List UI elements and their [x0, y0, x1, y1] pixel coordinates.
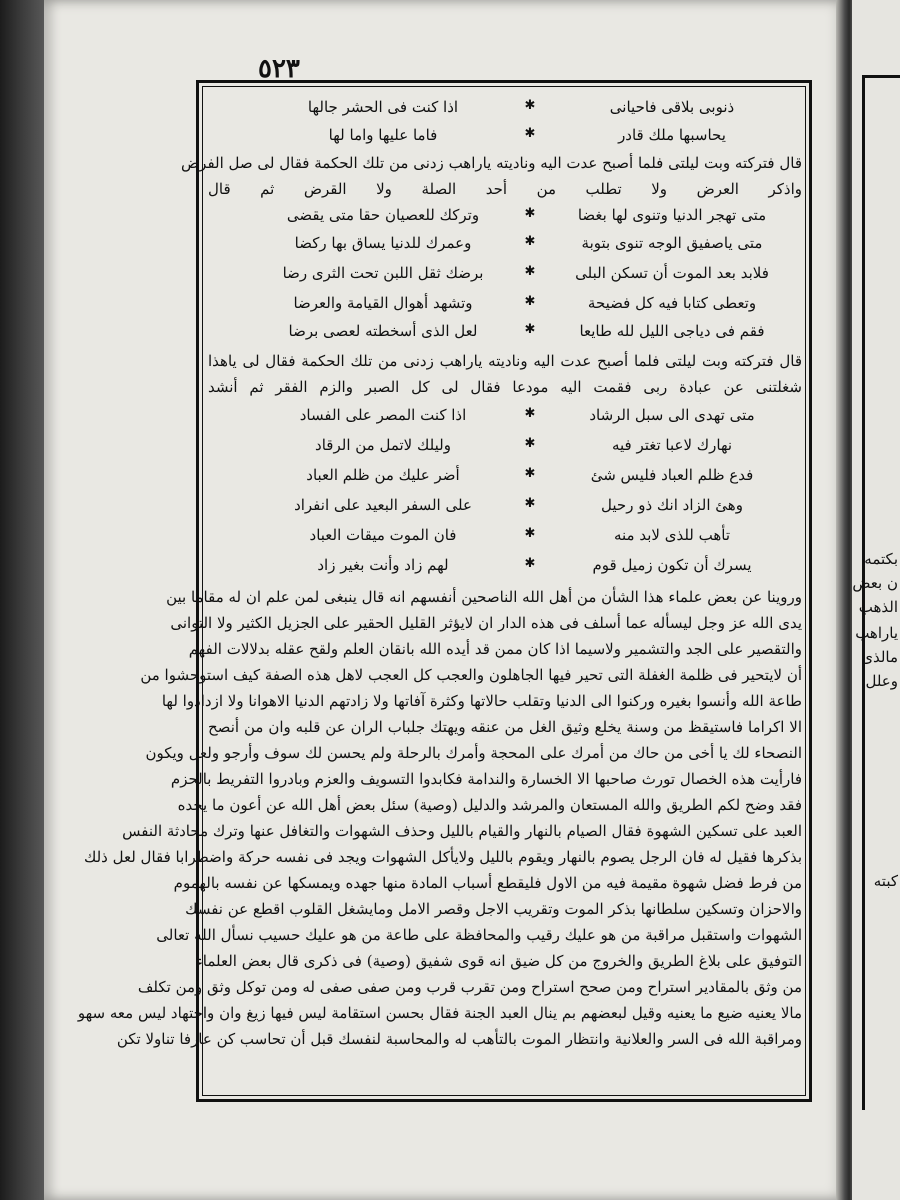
verse-line [208, 556, 802, 580]
verse-hemistich-2: فاما عليها واما لها [328, 126, 438, 144]
next-page-fragment: الذهب [858, 598, 898, 616]
prose-line: قال فتركته وبت ليلتى فلما أصبح عدت اليه وناديته ياراهب زدنى من تلك الحكمة فقال لى ياهذا [208, 352, 802, 370]
book-spine-shadow [0, 0, 46, 1200]
verse-hemistich-2: اذا كنت فى الحشر جالها [307, 98, 459, 116]
verse-hemistich-2: وتشهد أهوال القيامة والعرضا [293, 294, 473, 312]
verse-hemistich-1: متى ياصفيق الوجه تنوى بتوبة [581, 234, 763, 252]
verse-line [208, 526, 802, 550]
next-page-fragment: ياراهب [855, 624, 898, 642]
verse-line [208, 436, 802, 460]
prose-line: والتقصير على الجد والتشمير ولاسيما اذا كان ممن قد أيده الله بانقان العلم ولقح عقله بدلالات الفهم [188, 640, 802, 658]
prose-line: النصحاء لك يا أخى من حاك من أمرك على المحجة وأمرك بالرحلة ولم يحسن لك سوف وأرجو ولعل ويكون [145, 744, 802, 762]
verse-separator-star: ✱ [524, 556, 536, 571]
prose-line: والاحزان وتسكين سلطانها بذكر الموت وتقريب الاجل وقصر الامل ومايشغل القلوب اقطع عن نفسك [185, 900, 802, 918]
next-page-fragment: بكتمه [864, 550, 898, 568]
verse-hemistich-1: ذنوبى بلاقى فاحيانى [609, 98, 735, 116]
verse-hemistich-2: لهم زاد وأنت بغير زاد [317, 556, 449, 574]
prose-line: الشهوات واستقبل مراقبة من هو عليك رقيب والمحافظة على طاعة من هو عليك حسيب نسأل الله تعالى [156, 926, 802, 944]
verse-separator-star: ✱ [524, 206, 536, 221]
verse-hemistich-1: فدع ظلم العباد فليس شئ [590, 466, 754, 484]
prose-line: وروينا عن بعض علماء هذا الشأن من أهل الله الناصحين أنفسهم انه قال ينبغى لمن علم ان له مقاما بين [166, 588, 802, 606]
verse-hemistich-2: على السفر البعيد على انفراد [294, 496, 472, 514]
prose-line: بذكرها فقيل له فان الرجل يصوم بالنهار ويقوم بالليل ولايأكل الشهوات ويجد فى نفسه حركة واضطرابا فقال لعل ذلك [83, 848, 802, 866]
verse-hemistich-1: يحاسبها ملك قادر [618, 126, 726, 144]
prose-line: من فرط فضل شهوة مقيمة فيه من الاول فليقطع أسباب المادة منها جهده ويمسكها عن نفسه بالهموم [173, 874, 802, 892]
prose-line: مالا يعنيه ضيع ما يعنيه وقيل لبعضهم بم ينال العبد الجنة فقال بحسن استقامة ليس فيها زيغ وان واجتهاد ليس معه سهو [77, 1004, 802, 1022]
verse-hemistich-2: وليلك لاتمل من الرقاد [315, 436, 451, 454]
verse-hemistich-1: متى تهدى الى سبل الرشاد [589, 406, 755, 424]
verse-line [208, 206, 802, 230]
verse-separator-star: ✱ [524, 322, 536, 337]
verse-line [208, 322, 802, 346]
verse-hemistich-1: وتعطى كتابا فيه كل فضيحة [587, 294, 757, 312]
verse-hemistich-1: متى تهجر الدنيا وتنوى لها بغضا [577, 206, 767, 224]
verse-hemistich-1: يسرك أن تكون زميل قوم [592, 556, 752, 574]
verse-line [208, 234, 802, 258]
prose-line: ومراقبة الله فى السر والعلانية وانتظار الموت بالتأهب له والمحاسبة لنفسك قبل أن تحاسب كن عارفا تناولا تكن [116, 1030, 802, 1048]
prose-line: العبد على تسكين الشهوة فقال الصيام بالنهار والقيام بالليل وحذف الشهوات والتغافل عنها وترك محادثة النفس [122, 822, 802, 840]
verse-line [208, 406, 802, 430]
verse-separator-star: ✱ [524, 406, 536, 421]
next-page-fragment: كبته [873, 872, 898, 890]
prose-line: واذكر العرض ولا تطلب من أحد الصلة ولا القرض ثم قال [208, 180, 802, 198]
verse-separator-star: ✱ [524, 466, 536, 481]
next-page-edge [852, 0, 900, 1200]
prose-line: فارأيت هذه الخصال تورث صاحبها الا الخسارة والندامة فكابدوا التسويف والعزم وبادروا التفريط بالحزم [170, 770, 802, 788]
verse-separator-star: ✱ [524, 126, 536, 141]
prose-line: فقد وضح لكم الطريق والله المستعان والمرشد والدليل (وصية) سئل بعض أهل الله عن أعون ما يجده [177, 796, 802, 814]
page-text [77, 88, 802, 1092]
prose-line: شغلتنى عن عبادة ربى فقمت اليه مودعا فقال لى كل الصبر والزم الفقر ثم أنشد [208, 378, 802, 396]
verse-hemistich-2: فان الموت ميقات العباد [309, 526, 457, 544]
next-page-fragment: وعلل [865, 672, 898, 690]
page-number: ٥٢٣ [258, 54, 300, 84]
prose-line: من وثق بالمقادير استراح ومن صحح استراح ومن تقرب قرب ومن صفى صفى له ومن توكل وثق ومن تكلف [137, 978, 802, 996]
verse-hemistich-1: فقم فى دياجى الليل لله طايعا [579, 322, 765, 340]
next-page-fragment: مالذى [861, 648, 898, 666]
prose-line: قال فتركته وبت ليلتى فلما أصبح عدت اليه وناديته ياراهب زدنى من تلك الحكمة فقال لى صل الفرض [181, 154, 802, 172]
verse-line [208, 98, 802, 122]
verse-separator-star: ✱ [524, 496, 536, 511]
verse-hemistich-1: نهارك لاعبا تغتر فيه [611, 436, 733, 454]
verse-separator-star: ✱ [524, 436, 536, 451]
next-page-fragment: ن بعض [852, 574, 898, 592]
verse-separator-star: ✱ [524, 294, 536, 309]
verse-line [208, 126, 802, 150]
verse-hemistich-2: لعل الذى أسخطته لعصى برضا [288, 322, 478, 340]
prose-line: أن لايتحير فى ظلمة الغفلة التى تحير فيها الجاهلون والعجب كل العجب لاهل هذه الصفة كيف استوحشوا من [140, 666, 802, 684]
verse-separator-star: ✱ [524, 234, 536, 249]
verse-hemistich-2: اذا كنت المصر على الفساد [299, 406, 467, 424]
next-page-frame-top [862, 75, 900, 78]
verse-line [208, 294, 802, 318]
verse-hemistich-1: تأهب للذى لابد منه [613, 526, 731, 544]
prose-line: الا اكراما فاستيقظ من وسنة يخلع وثيق الغل من عنقه ويهتك جلباب الران عن قلبه وان من أنصح [208, 718, 802, 736]
verse-separator-star: ✱ [524, 526, 536, 541]
verse-hemistich-2: وعمرك للدنيا يساق بها ركضا [294, 234, 472, 252]
verse-hemistich-1: وهئ الزاد انك ذو رحيل [601, 496, 743, 514]
prose-line: التوفيق على بلاغ الطريق والخروج من كل ضيق انه قوى شفيق (وصية) فى ذكرى قال بعض العلماء [195, 952, 802, 970]
verse-hemistich-2: أضر عليك من ظلم العباد [306, 466, 460, 484]
verse-line [208, 496, 802, 520]
verse-separator-star: ✱ [524, 98, 536, 113]
verse-separator-star: ✱ [524, 264, 536, 279]
prose-line: طاعة الله وأنسوا بغيره وركنوا الى الدنيا وتقلب حالاتها وكثرة آفاتها ولا زادتهم الدنيا الاهوانا ولا ازدادوا لها [161, 692, 802, 710]
prose-line: يدى الله عز وجل ليسأله عما أسلف فى هذه الدار ان لايؤثر القليل الحقير على الجزيل الكثير ولا التوانى [170, 614, 802, 632]
verse-hemistich-2: وتركك للعصيان حقا متى يقضى [286, 206, 480, 224]
verse-line [208, 466, 802, 490]
verse-hemistich-1: فلابد بعد الموت أن تسكن البلى [575, 264, 769, 282]
verse-line [208, 264, 802, 288]
next-page-frame-side [862, 75, 865, 1110]
verse-hemistich-2: برضك ثقل اللبن تحت الثرى رضا [282, 264, 484, 282]
